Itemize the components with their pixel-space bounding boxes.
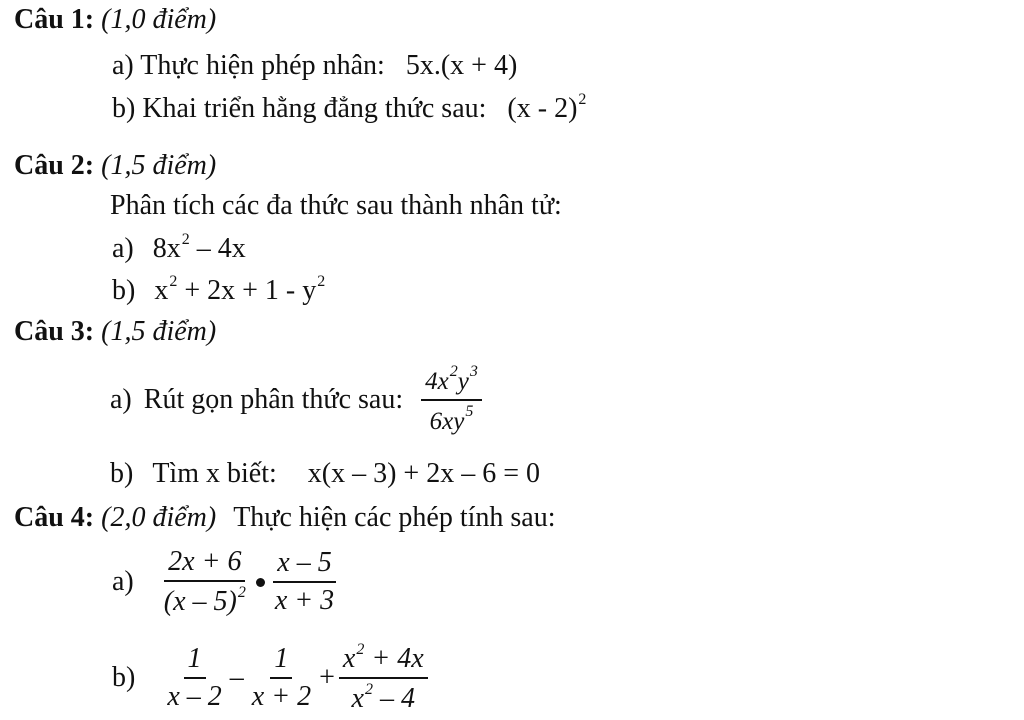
q3-b-text: Tìm x biết:	[152, 458, 277, 489]
q3-b-expr: x(x – 3) + 2x – 6 = 0	[307, 458, 540, 489]
q2-b-e1: 2	[169, 273, 178, 290]
q4-b-fraction-1	[163, 643, 225, 713]
q1-points: (1,0 điểm)	[101, 4, 217, 35]
q4-b-fraction-2	[248, 643, 315, 713]
q1-b-expr-exp: 2	[578, 91, 587, 108]
q4-b-f1-numerator: 1	[184, 643, 206, 679]
q3-a	[110, 360, 482, 440]
q4-intro: Thực hiện các phép tính sau:	[233, 502, 556, 533]
q4-b-f2-denominator: x + 2	[251, 681, 312, 712]
q2-a-e1: 2	[181, 231, 190, 248]
q3-heading	[14, 318, 216, 346]
q3-a-den-e1: 5	[465, 403, 474, 420]
q4-b-operator-2: +	[319, 662, 335, 693]
q3-b	[110, 460, 540, 488]
q4-b-f2-numerator: 1	[270, 643, 292, 679]
q4-b-f3-den-p2: – 4	[372, 683, 415, 714]
q3-label: Câu 3:	[14, 316, 95, 347]
q3-a-label: a)	[110, 384, 132, 415]
q3-a-num-p1: 4x	[425, 368, 449, 396]
q4-a-f1-numerator: 2x + 6	[164, 546, 245, 582]
q4-b-f3-numerator	[339, 641, 428, 679]
q3-a-num-e2: 3	[469, 363, 478, 381]
q1-a	[112, 52, 517, 80]
q2-intro: Phân tích các đa thức sau thành nhân tử:	[110, 190, 562, 221]
q4-a-f1-den: (x – 5)	[163, 586, 237, 617]
q2-b	[112, 274, 325, 305]
q4-b-fraction-3	[339, 641, 428, 715]
q4-b-label: b)	[112, 662, 136, 693]
q4-a-f1-den-exp: 2	[237, 584, 246, 601]
q4-b-f3-den-p1: x	[351, 683, 364, 714]
q3-points: (1,5 điểm)	[101, 316, 217, 347]
q3-a-num-e1: 2	[449, 363, 458, 381]
q2-a-p2: – 4x	[189, 233, 246, 264]
q2-b-label: b)	[112, 275, 136, 306]
q4-b-f3-num-e1: 2	[356, 640, 365, 658]
q1-label: Câu 1:	[14, 4, 95, 35]
q4-b-f1-denominator: x – 2	[167, 681, 222, 712]
q3-a-denominator	[426, 401, 478, 437]
q1-b	[112, 92, 586, 123]
q1-b-label: b)	[112, 93, 136, 124]
q4-a-f2-numerator: x – 5	[273, 547, 335, 583]
q1-a-label: a)	[112, 50, 134, 81]
q4-a-fraction-2	[271, 547, 338, 617]
q4-heading	[14, 504, 556, 532]
q4-b	[112, 636, 428, 720]
q4-b-f3-den-e1: 2	[364, 681, 373, 698]
q4-b-f3-num-p1: x	[342, 642, 356, 674]
q2-b-p2: + 2x + 1 - y	[177, 275, 317, 306]
q4-a	[112, 540, 338, 624]
q3-a-den-p1: 6xy	[429, 408, 465, 435]
q1-a-text: Thực hiện phép nhân:	[140, 50, 385, 81]
q1-b-text: Khai triển hằng đẳng thức sau:	[142, 93, 487, 124]
q2-b-p1: x	[154, 275, 169, 306]
q1-b-expr-base: (x - 2)	[507, 93, 578, 124]
q3-b-label: b)	[110, 458, 134, 489]
q4-b-operator-1: –	[229, 662, 244, 693]
q2-heading	[14, 152, 216, 180]
q4-label: Câu 4:	[14, 502, 95, 533]
q2-a-p1: 8x	[152, 233, 181, 264]
q1-a-expr: 5x.(x + 4)	[405, 50, 518, 81]
q3-a-numerator	[421, 363, 482, 401]
q2-a-label: a)	[112, 233, 134, 264]
q3-a-fraction	[421, 363, 482, 437]
q4-a-f1-denominator	[160, 582, 250, 618]
q3-a-num-p2: y	[457, 368, 469, 396]
q4-b-f3-denominator	[348, 679, 419, 715]
multiply-dot-icon	[256, 578, 265, 587]
q4-points: (2,0 điểm)	[101, 502, 217, 533]
q4-a-fraction-1	[160, 546, 250, 618]
q3-a-text: Rút gọn phân thức sau:	[143, 384, 404, 415]
q2-b-e2: 2	[317, 273, 326, 290]
q4-a-f2-denominator: x + 3	[274, 585, 335, 616]
q4-b-f3-num-p2: + 4x	[364, 642, 424, 674]
q2-label: Câu 2:	[14, 150, 95, 181]
q2-a	[112, 232, 246, 263]
q2-points: (1,5 điểm)	[101, 150, 217, 181]
q4-a-label: a)	[112, 566, 134, 597]
q1-heading	[14, 6, 216, 34]
